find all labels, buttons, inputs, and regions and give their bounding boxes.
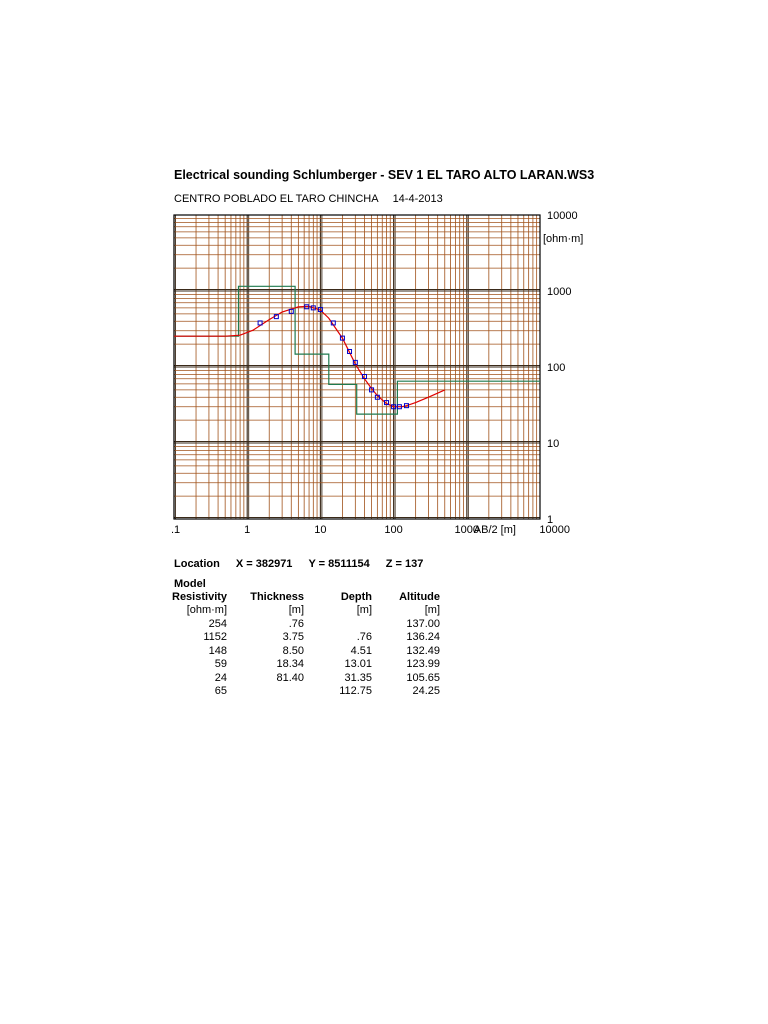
location-z: Z = 137	[385, 558, 424, 570]
header-altitude: Altitude	[399, 591, 441, 603]
cell-thickness	[227, 685, 304, 699]
y-tick-label: 10000	[547, 210, 578, 222]
cell-resistivity: 59	[214, 658, 228, 670]
location-y: Y = 8511154	[308, 558, 370, 570]
model-table-body	[172, 604, 440, 699]
cell-depth: .76	[356, 631, 373, 643]
cell-altitude: 136.24	[406, 631, 441, 643]
unit-depth: [m]	[356, 604, 373, 616]
cell-resistivity: 65	[214, 685, 228, 697]
cell-resistivity: 148	[208, 644, 228, 657]
cell-resistivity: 1152	[203, 631, 228, 643]
cell-depth: 13.01	[344, 658, 373, 670]
y-tick-label: 100	[547, 362, 566, 374]
x-axis-title: AB/2 [m]	[473, 524, 516, 536]
model-row	[172, 645, 440, 659]
x-tick-label: 1000	[454, 524, 480, 536]
cell-altitude: 137.00	[406, 617, 441, 630]
cell-thickness: 81.40	[276, 671, 305, 684]
x-tick-label: 10	[314, 524, 327, 536]
y-axis-labels	[547, 210, 578, 526]
unit-resistivity: [ohm·m]	[186, 604, 228, 616]
cell-thickness: 8.50	[282, 644, 305, 657]
y-tick-label: 10	[547, 438, 560, 450]
location-name: CENTRO POBLADO EL TARO CHINCHA	[174, 193, 379, 205]
y-tick-label: 1000	[547, 286, 572, 298]
layer-model-line	[174, 286, 540, 414]
cell-depth: 31.35	[344, 671, 373, 684]
model-row	[172, 631, 440, 645]
cell-thickness: 3.75	[282, 631, 305, 643]
model-table	[172, 590, 440, 699]
header-resistivity: Resistivity	[172, 591, 228, 603]
y-tick-label: 1	[547, 514, 554, 526]
cell-altitude: 123.99	[406, 658, 441, 670]
cell-altitude: 24.25	[412, 685, 441, 697]
x-tick-label: .1	[171, 524, 181, 536]
cell-resistivity: 24	[214, 671, 228, 684]
x-tick-label: 100	[384, 524, 403, 536]
x-tick-label: 1	[244, 524, 251, 536]
chart-title: Electrical sounding Schlumberger - SEV 1 EL TARO ALTO LARAN.WS3	[174, 168, 595, 182]
measured-points-series	[258, 305, 408, 409]
header-depth: Depth	[340, 591, 373, 603]
cell-depth: 4.51	[350, 644, 373, 657]
cell-depth: 112.75	[339, 685, 373, 697]
cell-thickness: 18.34	[276, 658, 305, 670]
cell-thickness: .76	[288, 617, 305, 630]
location-line	[174, 558, 439, 570]
cell-depth	[304, 618, 372, 632]
unit-thickness: [m]	[288, 604, 305, 616]
x-tick-label: 10000	[539, 524, 570, 536]
location-label: Location	[174, 558, 220, 570]
cell-resistivity: 254	[208, 617, 228, 630]
model-row	[172, 658, 440, 672]
model-units-row	[172, 604, 440, 618]
cell-altitude: 132.49	[406, 644, 441, 657]
model-header-row	[172, 590, 440, 604]
layer-model-series	[174, 286, 540, 414]
model-row	[172, 685, 440, 699]
cell-altitude: 105.65	[406, 671, 441, 684]
header-thickness: Thickness	[250, 591, 305, 603]
model-row	[172, 618, 440, 632]
model-title: Model	[174, 578, 206, 590]
unit-altitude: [m]	[424, 604, 441, 616]
location-x: X = 382971	[235, 558, 293, 570]
y-axis-unit-label: [ohm·m]	[543, 232, 584, 245]
model-row	[172, 672, 440, 686]
survey-date: 14-4-2013	[392, 193, 443, 205]
